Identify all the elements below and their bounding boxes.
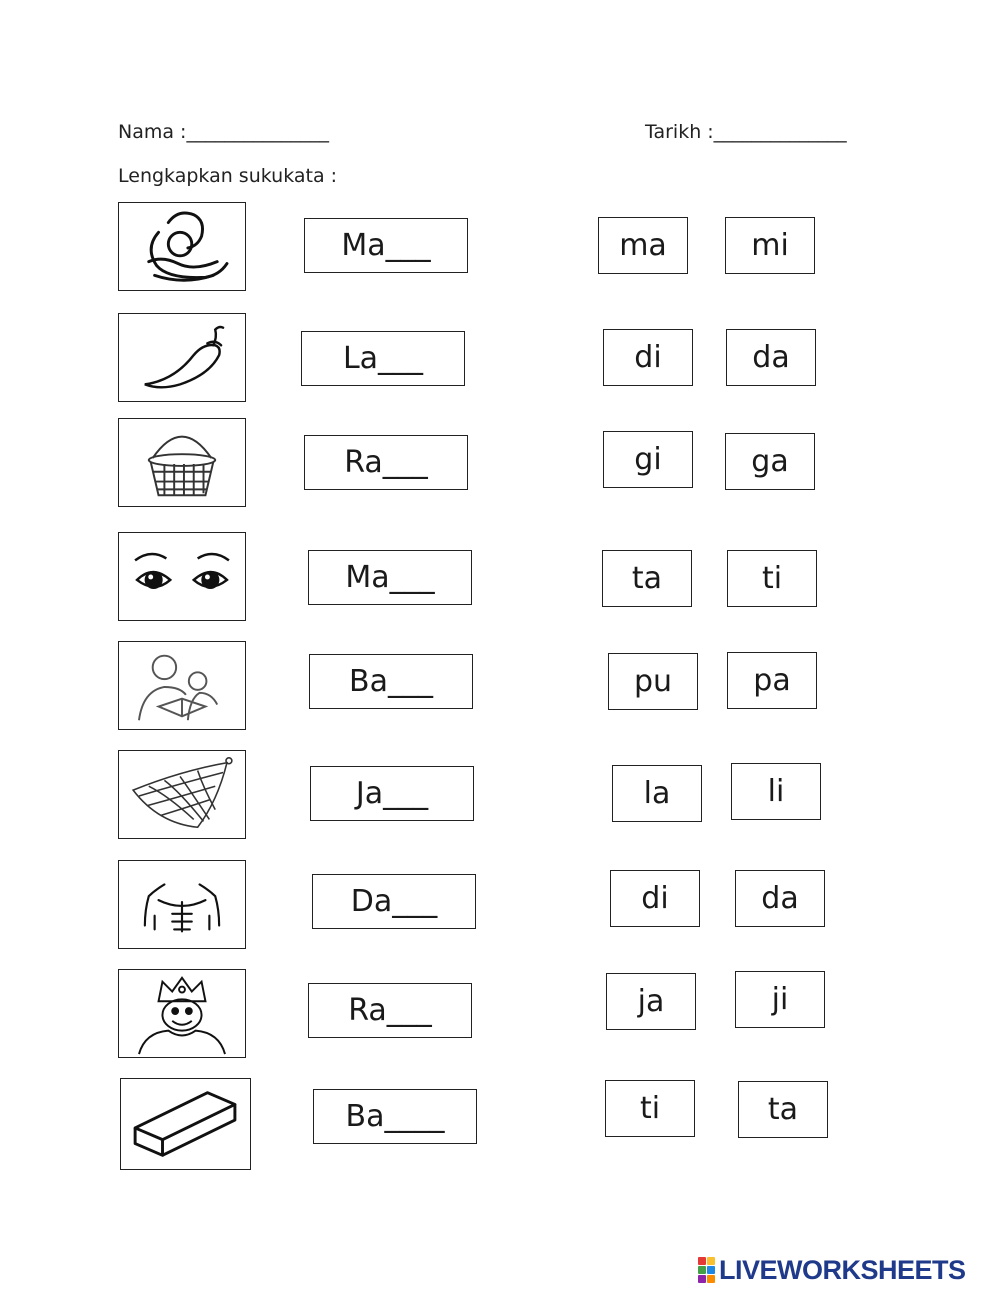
syllable-option[interactable]: ga — [725, 433, 815, 490]
syllable-option[interactable]: da — [735, 870, 825, 927]
word-prefix: Ra___ — [304, 435, 468, 490]
syllable-option[interactable]: li — [731, 763, 821, 820]
word-prefix: Ba___ — [309, 654, 473, 709]
name-field-label: Nama :_______________ — [118, 121, 329, 143]
word-prefix: Ma___ — [304, 218, 468, 273]
syllable-option[interactable]: ta — [738, 1081, 828, 1138]
syllable-option[interactable]: da — [726, 329, 816, 386]
brick-icon — [120, 1078, 251, 1170]
syllable-option[interactable]: pu — [608, 653, 698, 710]
father-reading-to-child-icon — [118, 641, 246, 730]
king-icon — [118, 969, 246, 1058]
chili-pepper-icon — [118, 313, 246, 402]
fishing-net-icon — [118, 750, 246, 839]
basket-icon — [118, 418, 246, 507]
syllable-option[interactable]: pa — [727, 652, 817, 709]
eyes-icon — [118, 532, 246, 621]
syllable-option[interactable]: ti — [605, 1080, 695, 1137]
syllable-option[interactable]: ta — [602, 550, 692, 607]
syllable-option[interactable]: ji — [735, 971, 825, 1028]
word-prefix: Ja___ — [310, 766, 474, 821]
word-prefix: Da___ — [312, 874, 476, 929]
word-prefix: Ra___ — [308, 983, 472, 1038]
liveworksheets-logo — [698, 1255, 966, 1285]
chest-icon — [118, 860, 246, 949]
instruction-text: Lengkapkan sukukata : — [118, 165, 338, 187]
syllable-option[interactable]: ti — [727, 550, 817, 607]
syllable-option[interactable]: ma — [598, 217, 688, 274]
logo-blocks-icon — [698, 1257, 715, 1283]
syllable-option[interactable]: ja — [606, 973, 696, 1030]
syllable-option[interactable]: mi — [725, 217, 815, 274]
word-prefix: La___ — [301, 331, 465, 386]
word-prefix: Ma___ — [308, 550, 472, 605]
date-field-label: Tarikh :______________ — [645, 121, 847, 143]
word-prefix: Ba____ — [313, 1089, 477, 1144]
mother-hugging-child-icon — [118, 202, 246, 291]
syllable-option[interactable]: la — [612, 765, 702, 822]
syllable-option[interactable]: gi — [603, 431, 693, 488]
logo-text: LIVEWORKSHEETS — [719, 1254, 966, 1285]
syllable-option[interactable]: di — [610, 870, 700, 927]
syllable-option[interactable]: di — [603, 329, 693, 386]
